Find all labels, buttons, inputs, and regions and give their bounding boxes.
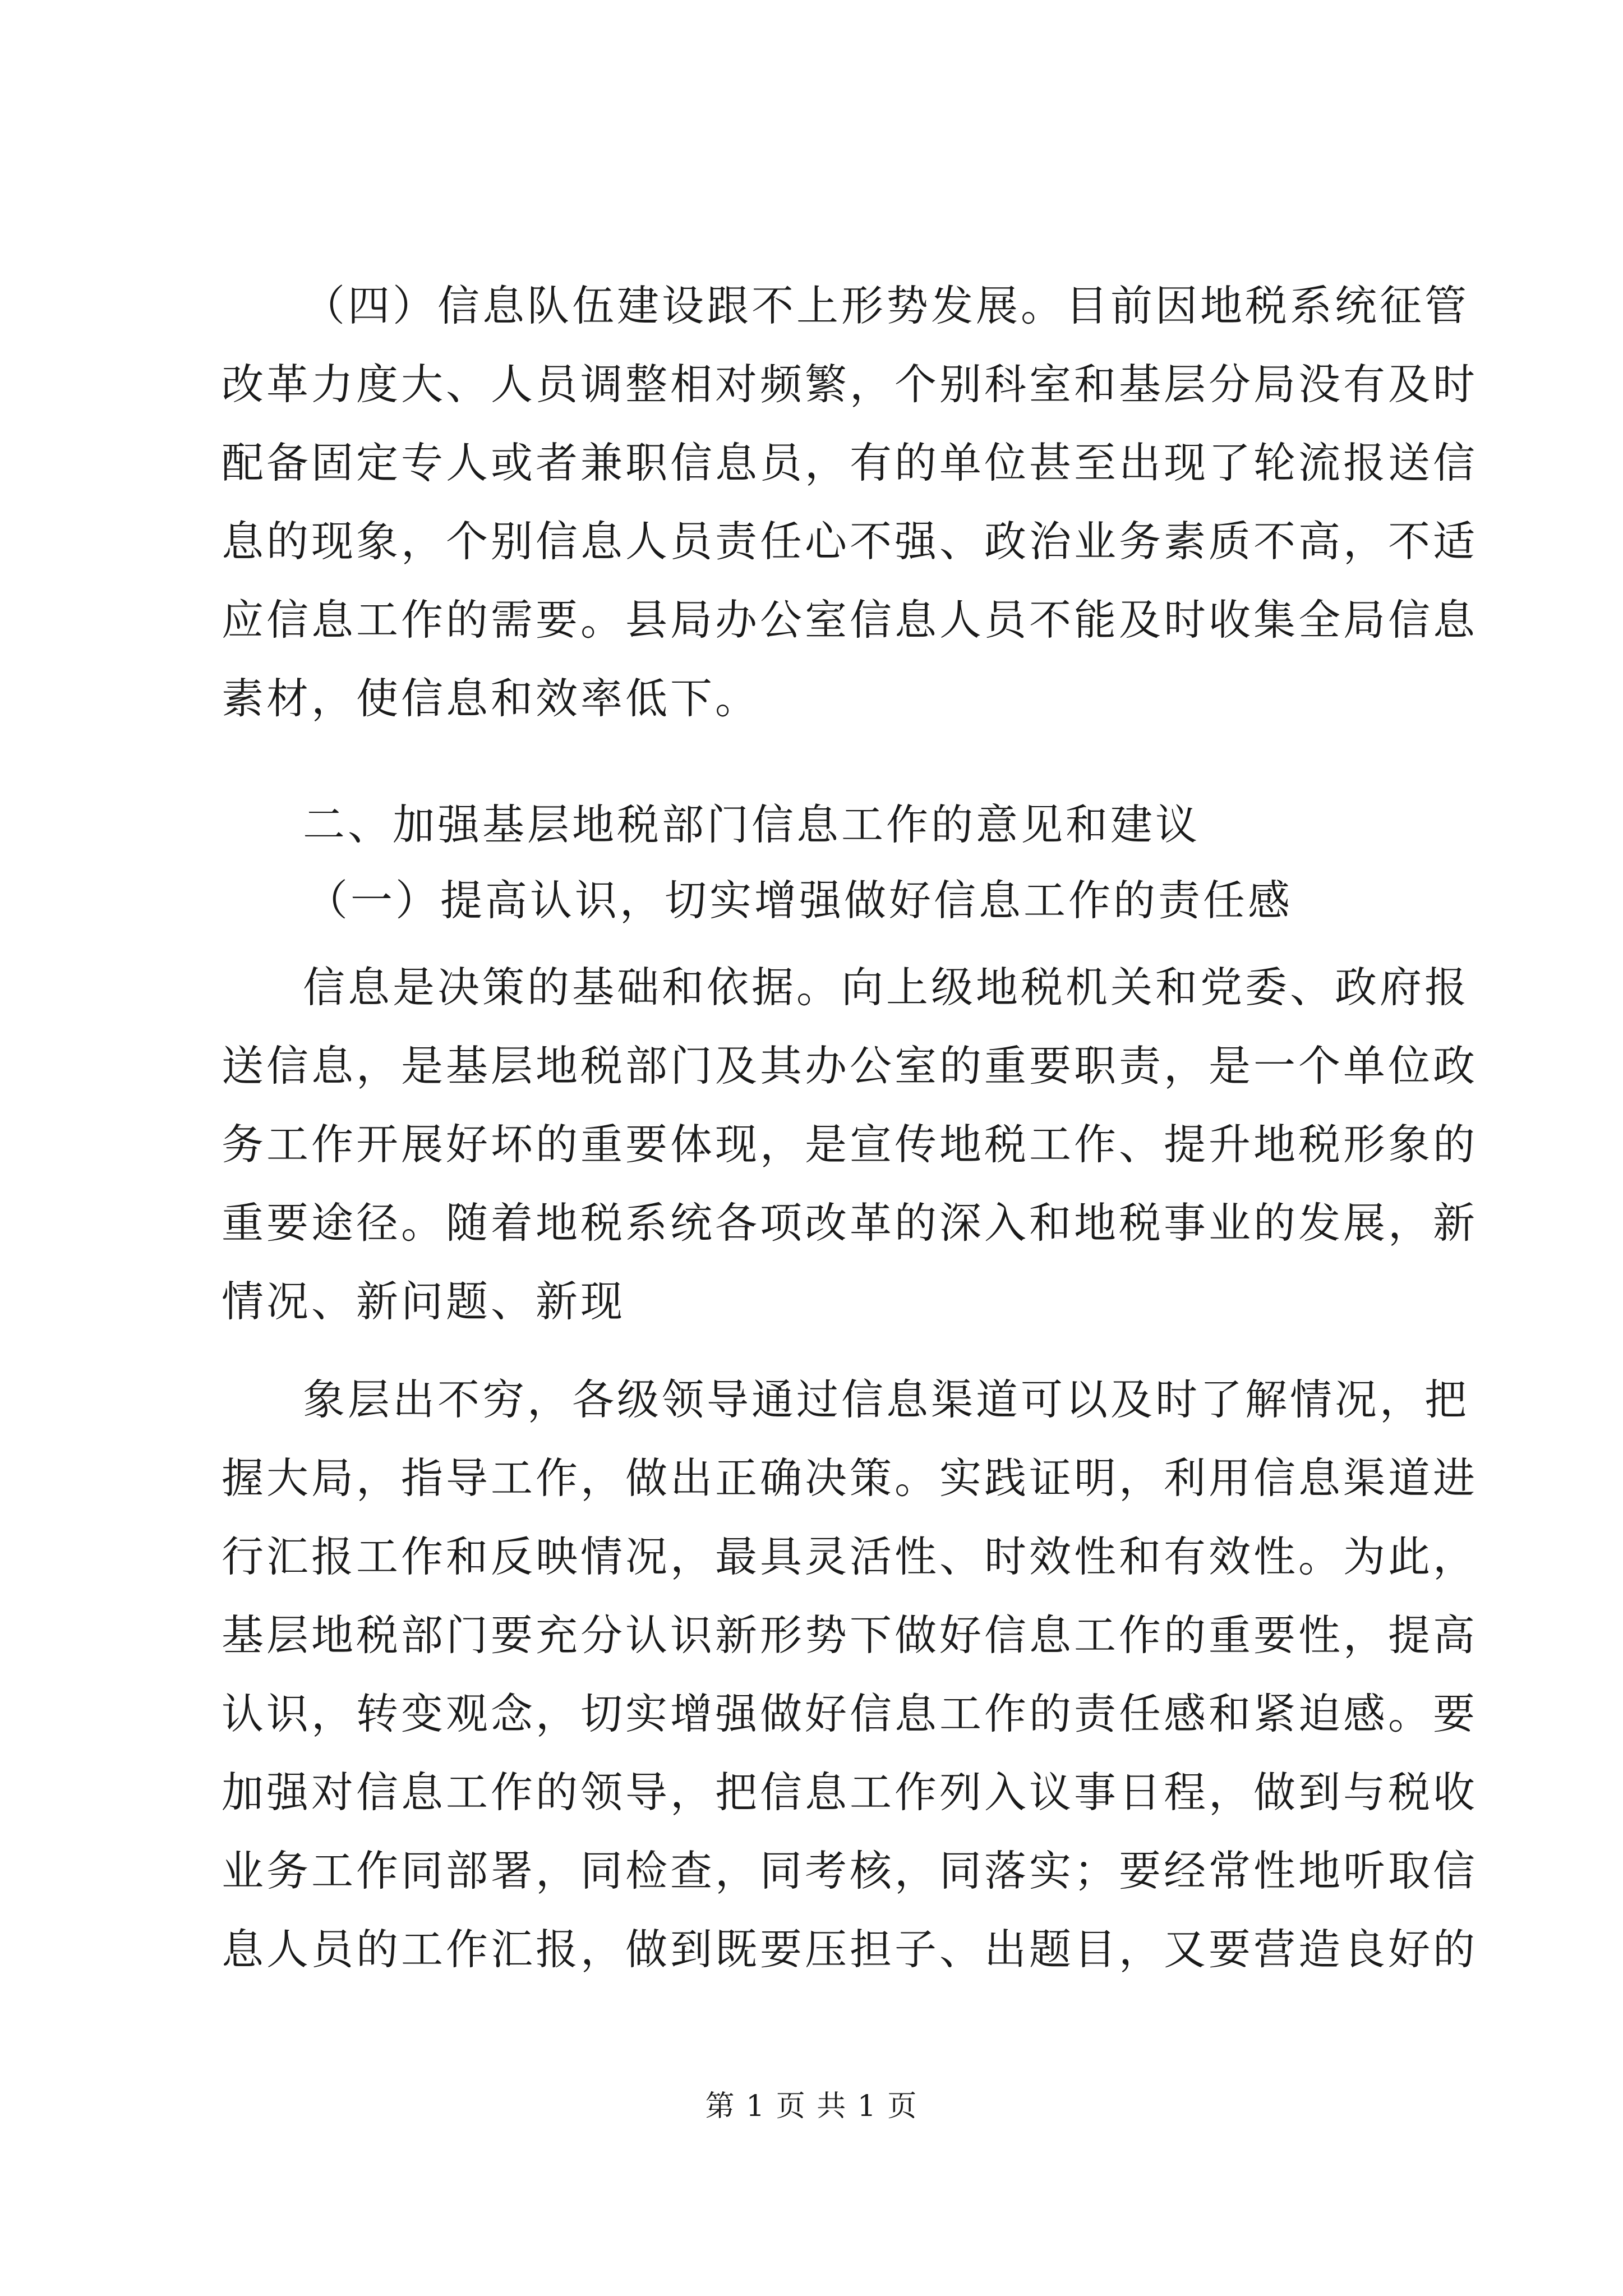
text-line: 加强对信息工作的领导，把信息工作列入议事日程，做到与税收 [222, 1768, 1478, 1817]
text-line: 素材，使信息和效率低下。 [222, 674, 760, 723]
text-line: 重要途径。随着地税系统各项改革的深入和地税事业的发展，新 [222, 1198, 1478, 1248]
text-line: 握大局，指导工作，做出正确决策。实践证明，利用信息渠道进 [222, 1453, 1478, 1503]
text-line: 基层地税部门要充分认识新形势下做好信息工作的重要性，提高 [222, 1611, 1478, 1660]
text-line: 行汇报工作和反映情况，最具灵活性、时效性和有效性。为此， [222, 1532, 1478, 1581]
text-line: （四）信息队伍建设跟不上形势发展。目前因地税系统征管 [303, 281, 1470, 330]
text-line: 改革力度大、人员调整相对频繁，个别科室和基层分局没有及时 [222, 360, 1478, 409]
text-line: 信息是决策的基础和依据。向上级地税机关和党委、政府报 [303, 963, 1470, 1012]
subsection-heading: （一）提高认识，切实增强做好信息工作的责任感 [306, 876, 1293, 925]
text-line: 认识，转变观念，切实增强做好信息工作的责任感和紧迫感。要 [222, 1689, 1478, 1738]
text-line: 应信息工作的需要。县局办公室信息人员不能及时收集全局信息 [222, 595, 1478, 645]
page-number-footer: 第 1 页 共 1 页 [705, 2090, 918, 2123]
text-line: 息人员的工作汇报，做到既要压担子、出题目，又要营造良好的 [222, 1925, 1478, 1974]
text-line: 息的现象，个别信息人员责任心不强、政治业务素质不高，不适 [222, 517, 1478, 566]
text-line: 业务工作同部署，同检查，同考核，同落实；要经常性地听取信 [222, 1846, 1478, 1895]
text-line: 送信息，是基层地税部门及其办公室的重要职责，是一个单位政 [222, 1041, 1478, 1091]
section-heading: 二、加强基层地税部门信息工作的意见和建议 [303, 800, 1201, 849]
text-line: 情况、新问题、新现 [222, 1277, 626, 1326]
text-line: 配备固定专人或者兼职信息员，有的单位甚至出现了轮流报送信 [222, 438, 1478, 487]
text-line: 务工作开展好坏的重要体现，是宣传地税工作、提升地税形象的 [222, 1120, 1478, 1169]
text-line: 象层出不穷，各级领导通过信息渠道可以及时了解情况，把 [303, 1375, 1470, 1424]
